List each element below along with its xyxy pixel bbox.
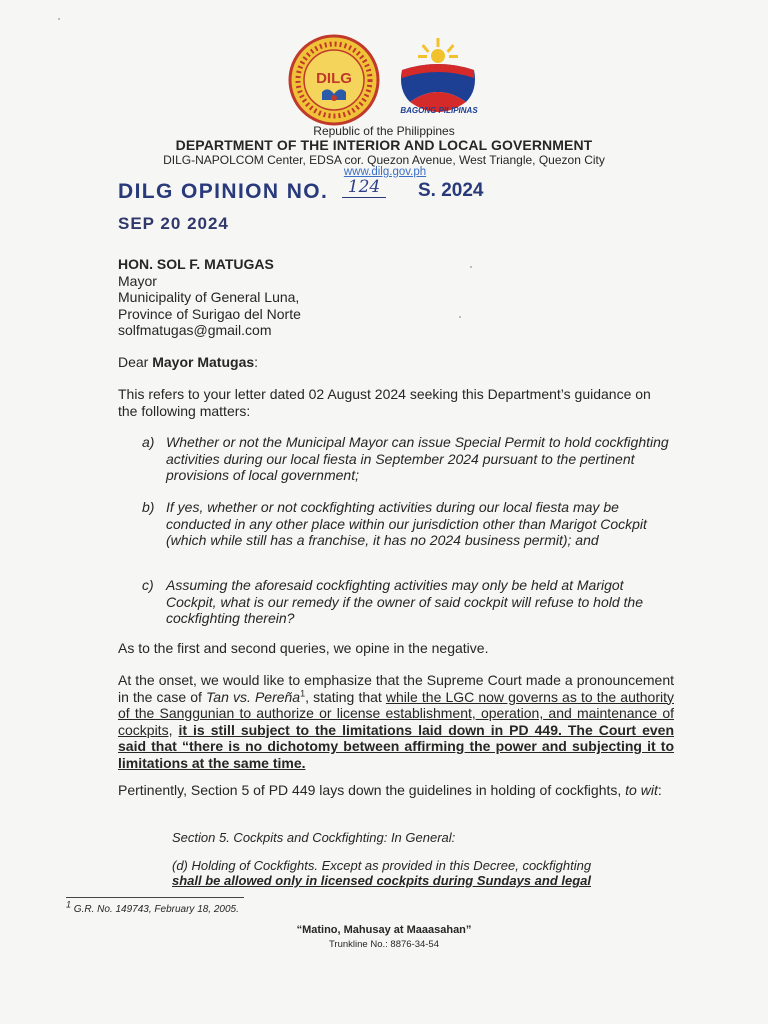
section-d <box>172 858 632 888</box>
to-wit: to wit <box>625 782 658 798</box>
scan-speck <box>470 266 472 268</box>
addressee-municipality: Municipality of General Luna, <box>118 289 300 305</box>
republic-line: Republic of the Philippines <box>313 124 455 138</box>
addressee-province: Province of Surigao del Norte <box>118 305 301 322</box>
opinion-stamp-label: DILG OPINION NO. <box>118 180 329 203</box>
query-label: c) <box>142 577 154 593</box>
footnote-text: G.R. No. 149743, February 18, 2005. <box>71 904 239 915</box>
supreme-court-paragraph <box>118 672 674 771</box>
salutation <box>118 354 258 371</box>
query-label: a) <box>142 434 155 450</box>
opinion-statement: As to the first and second queries, we opine in the negative. <box>118 640 489 656</box>
bagong-pilipinas-logo <box>396 32 480 116</box>
scan-speck <box>459 316 461 318</box>
salutation-suffix: : <box>254 354 259 370</box>
case-name: Tan vs. Pereña <box>206 688 301 705</box>
date-stamp: SEP 20 2024 <box>118 214 229 233</box>
query-text: If yes, whether or not cockfighting activities during our local fiesta may be conducted in any other place within our jurisdiction other than Marigot Cockpit (which while still has a franchise, it has no 2024 business permit); and <box>166 499 647 548</box>
series-stamp: S. 2024 <box>418 180 484 201</box>
department-address: DILG-NAPOLCOM Center, EDSA cor. Quezon Avenue, West Triangle, Quezon City <box>163 153 605 167</box>
pertinently-paragraph <box>118 782 678 799</box>
para1-underlined: while the LGC now governs as to the authority of the Sanggunian to authorize or license establishment, operation, and maintenance of cockpits, <box>118 688 674 738</box>
scan-speck <box>58 18 60 20</box>
footnote-number: 1 <box>66 899 72 910</box>
opinion-number: 124 <box>342 177 386 198</box>
salutation-prefix: Dear <box>118 354 153 370</box>
department-name: DEPARTMENT OF THE INTERIOR AND LOCAL GOVERNMENT <box>175 137 593 153</box>
dilg-seal-logo <box>288 34 380 126</box>
addressee-name: HON. SOL F. MATUGAS <box>118 256 274 272</box>
addressee-email: solfmatugas@gmail.com <box>118 322 272 338</box>
motto: “Matino, Mahusay at Maaasahan” <box>296 924 472 936</box>
trunkline: Trunkline No.: 8876-34-54 <box>328 939 439 950</box>
para1-bold-underlined: it is still subject to the limitations laid down in PD 449. The Court even said that “there is no dichotomy between affirming the power and subjecting it to limitations at the same time. <box>118 721 675 771</box>
website-link[interactable]: www.dilg.gov.ph <box>343 166 427 178</box>
salutation-name: Mayor Matugas <box>152 354 255 370</box>
intro-paragraph: This refers to your letter dated 02 August 2024 seeking this Department’s guidance on the following matters: <box>118 386 651 419</box>
para1-lead: At the onset, we would like to emphasize that the Supreme Court made a pronouncement in the case of <box>118 672 674 705</box>
footnote-divider <box>66 897 244 898</box>
section-heading: Section 5. Cockpits and Cockfighting: In General: <box>172 830 456 845</box>
seal-text: DILG <box>316 70 352 87</box>
query-text: Assuming the aforesaid cockfighting activities may only be held at Marigot Cockpit, what is our remedy if the owner of said cockpit will refuse to hold the cockfighting therein? <box>166 577 643 626</box>
para2-colon: : <box>657 782 662 798</box>
addressee-block <box>118 256 301 339</box>
query-text: Whether or not the Municipal Mayor can issue Special Permit to hold cockfighting activities during our local fiesta in September 2024 pursuant to the pertinent provisions of local government; <box>166 434 669 483</box>
footnote-ref: 1 <box>300 687 306 698</box>
addressee-title: Mayor <box>118 272 157 289</box>
query-label: b) <box>142 499 155 515</box>
para2-lead: Pertinently, Section 5 of PD 449 lays down the guidelines in holding of cockfights, <box>118 782 626 798</box>
section-d-lead: (d) Holding of Cockfights. Except as provided in this Decree, cockfighting <box>172 858 592 873</box>
footnote <box>66 899 239 915</box>
bagong-pilipinas-text: BAGONG PILIPINAS <box>400 106 478 115</box>
para1-mid: , stating that <box>305 688 386 705</box>
section-d-bold: shall be allowed only in licensed cockpits during Sundays and legal <box>172 873 591 888</box>
